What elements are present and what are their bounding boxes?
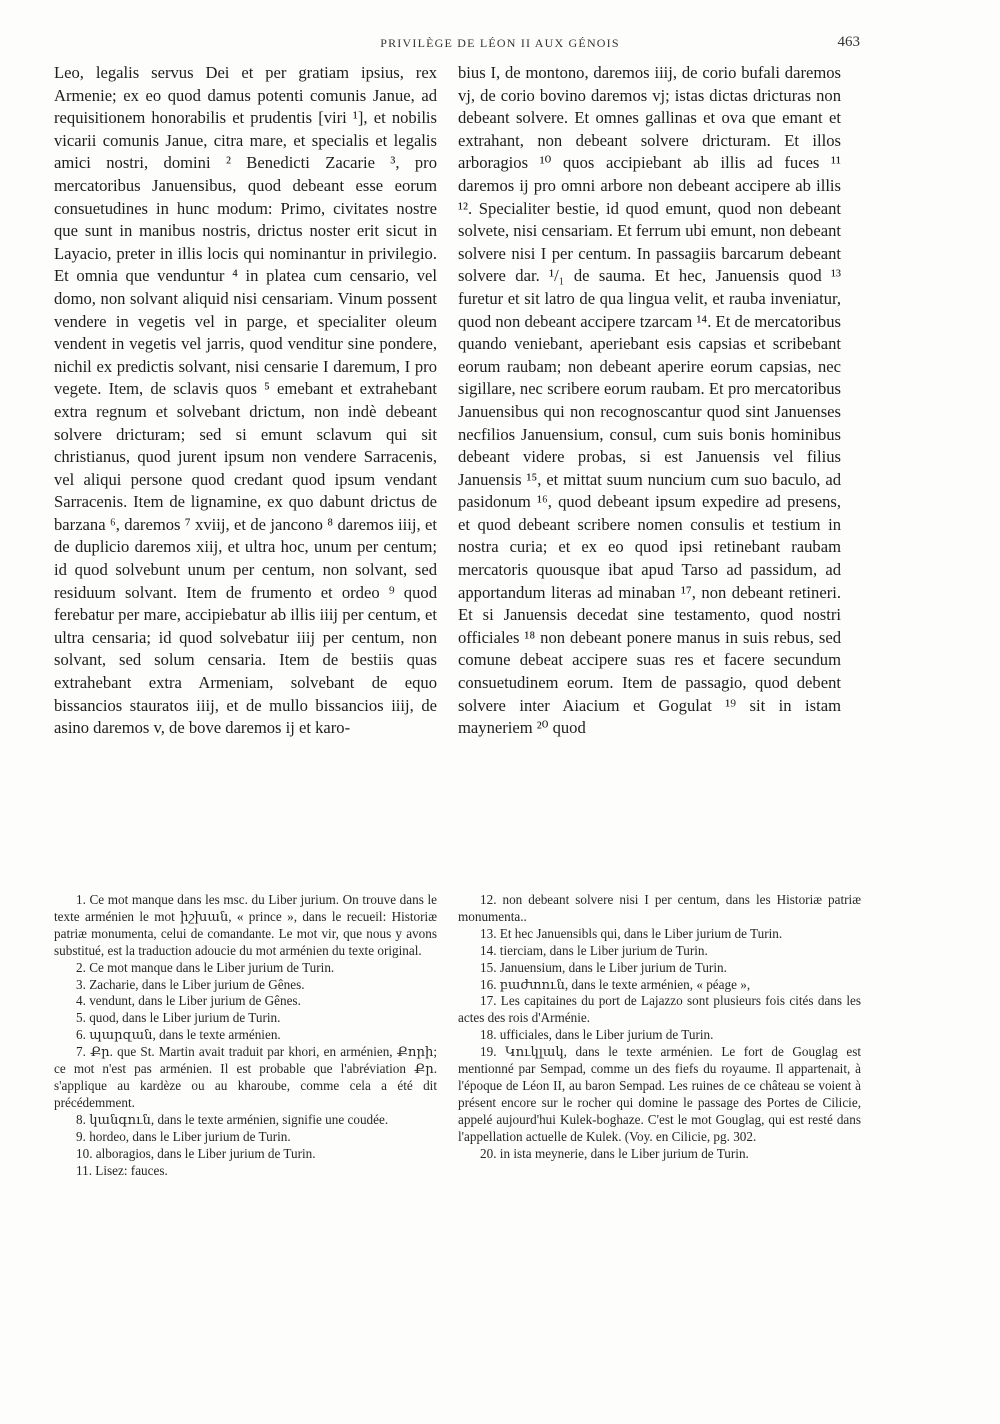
footnote: 14. tierciam, dans le Liber jurium de Turin. xyxy=(480,942,708,958)
running-header xyxy=(0,36,1000,56)
page-number: 463 xyxy=(837,34,860,50)
footnote: 2. Ce mot manque dans le Liber jurium de Turin. xyxy=(76,959,335,975)
footnote: 5. quod, dans le Liber jurium de Turin. xyxy=(76,1010,281,1026)
footnote: 20. in ista meynerie, dans le Liber jurium de Turin. xyxy=(480,1145,749,1161)
footnote: 8. կանգուն, dans le texte arménien, signifie une coudée. xyxy=(76,1111,389,1127)
footnote: 17. Les capitaines du port de Lajazzo sont plusieurs fois cités dans les actes des rois d'Arménie. xyxy=(458,993,861,1026)
footnote: 12. non debeant solvere nisi I per centum, dans les Historiæ patriæ monumenta.. xyxy=(458,892,861,924)
footnote: 18. ufficiales, dans le Liber jurium de Turin. xyxy=(480,1027,714,1043)
footnote: 15. Januensium, dans le Liber jurium de Turin. xyxy=(480,959,727,975)
footnote: 1. Ce mot manque dans les msc. du Liber jurium. On trouve dans le texte arménien le mot իշխան, « prince », dans le recueil: Historiæ patriæ monumenta, celui de comandante. Le mot vir, que nous y avons substitué, est la traduction adoucie du mot arménien du texte original. xyxy=(54,892,437,958)
main-text-left-column xyxy=(54,62,437,740)
footnote: 3. Zacharie, dans le Liber jurium de Gênes. xyxy=(76,976,305,992)
footnote: 4. vendunt, dans le Liber jurium de Gênes. xyxy=(76,993,301,1009)
footnote: 6. պարզան, dans le texte arménien. xyxy=(76,1027,281,1043)
footnote: 11. Lisez: fauces. xyxy=(76,1162,168,1178)
running-title: PRIVILÈGE DE LÉON II AUX GÉNOIS xyxy=(380,36,620,50)
footnote: 16. բաժտուն, dans le texte arménien, « péage », xyxy=(480,976,751,992)
body-paragraph: bius I, de montono, daremos iiij, de corio bufali daremos vj, de corio bovino daremos vj; istas dictas dricturas non debeant solvere. Et omnes gallinas et ova que emant et extrahant, non debeant solvere dricturam. Et illos arboragios ¹⁰ quos accipiebant ab illis ad fuces ¹¹ daremos ij pro omni arbore non debeant accipere ab illis ¹². Specialiter bestie, id quod emunt, quod non debeant solvete, nisi censariam. Et ferrum ubi emunt, non debeant solvere nisi I per centum. In passagiis barcarum debeant solvere dar. ¹/₁ de sauma. Et hec, Januensis quod ¹³ furetur et sit latro de qua lingua velit, et rauba inveniatur, quod non debeant accipere tzarcam ¹⁴. Et de mercatoribus quando veniebant, aperiebant esis capsias et scribebant eorum raubam; non debeant aperire eorum capsias, nec sigillare, nec scribere eorum raubam. Et pro mercatoribus Januensibus qui non recognoscantur quod sint Januenses necfilios Januensium, consul, cum suis bonis hominibus debeant videre probas, si est Januensis vel filius Januensis ¹⁵, et mittat suum nuncium cum suo baculo, ad pasidonum ¹⁶, quod debeant ipsum expedire ad presens, et quod debeant scribere nomen consulis et testium in nostra curia; et ex eo quod ipsi retinebant raubam mercatoris quousque ibat apud Tarso ad passidum, ad apportandum literas ad minaban ¹⁷, non debeant retineri. Et si Januensis decedat sine testamento, quod nostri officiales ¹⁸ non debeant ponere manus in suis rebus, sed comune debeat accipere suas res et facere secundum consuetudinem eorum. Item de passagio, quod debent solvere inter Aiacium et Gogulat ¹⁹ sit in istam mayneriem ²⁰ quod xyxy=(458,63,841,738)
main-text-right-column xyxy=(458,62,841,740)
footnotes-left xyxy=(54,892,437,1179)
footnote: 13. Et hec Januensibls qui, dans le Liber jurium de Turin. xyxy=(480,925,783,941)
footnote: 9. hordeo, dans le Liber jurium de Turin. xyxy=(76,1128,291,1144)
body-paragraph: Leo, legalis servus Dei et per gratiam ipsius, rex Armenie; ex eo quod damus potenti comunis Janue, ad requisitionem honorabilis et prudentis [viri ¹], et nobilis vicarii comunis Janue, citra mare, et specialis et legalis amici nostri, domini ² Benedicti Zacarie ³, pro mercatoribus Januensibus, quod debeant esse eorum consuetudines in hunc modum: Primo, civitates nostre que sunt in manibus nostris, drictus noster erit sicut in Layacio, preter in illis locis qui nominantur in privilegio. Et omnia que venduntur ⁴ in platea cum censario, vel domo, non solvant aliquid nisi censariam. Vinum possent vendere in vegetis vel in parge, et specialiter oleum vendent in vegetis vel jarris, quod venditur sine pondere, nichil ex predictis solvant, nisi censarie I daremum, I pro vegete. Item, de sclavis quos ⁵ emebant et extrahebant extra regnum et solvebant drictum, non indè debeant solvere dricturam; sed si emunt sclavum qui sit christianus, quod jurent ipsum non vendere Sarracenis, vel aliqui persone quod credant quod ipsum vendant Sarracenis. Item de lignamine, ex quo dabunt drictus de barzana ⁶, daremos ⁷ xviij, et de jancono ⁸ daremos iiij, et de duplicio daremos xiij, et ultra hoc, unum per centum; id quod solvebunt unum per centum, non solvant, sed residuum solvant. Item de frumento et ordeo ⁹ quod ferebatur per mare, accipiebatur ab illis iiij per centum, et ultra censaria; id quod solvebatur iiij per centum, non solvant, sed solum censaria. Item de bestiis quas extrahebant extra Armeniam, solvebant de equo bissancios stauratos iiij, et de mullo bissancios iiij, de asino daremos v, de bove daremos ij et karo- xyxy=(54,63,437,738)
footnote: 10. alboragios, dans le Liber jurium de Turin. xyxy=(76,1145,316,1161)
footnote: 7. Քր. que St. Martin avait traduit par khori, en arménien, Քորի; ce mot n'est pas arménien. Il est probable que l'abréviation Քր. s'applique au kardèze ou au kharoube, comme cela a été dit précédemment. xyxy=(54,1044,437,1110)
footnotes-right xyxy=(458,892,861,1163)
footnote: 19. Կուկլակ, dans le texte arménien. Le fort de Gouglag est mentionné par Sempad, comme un des fiefs du royaume. Il appartenait, à l'époque de Léon II, au baron Sempad. Les ruines de ce château se voient à présent encore sur le rocher qui domine le passage des Portes de Cilicie, appelé aujourd'hui Kulek-boghaze. C'est le mot Gouglag, qui est resté dans l'appellation actuelle de Kulek. (Voy. en Cilicie, pg. 302. xyxy=(458,1044,861,1144)
